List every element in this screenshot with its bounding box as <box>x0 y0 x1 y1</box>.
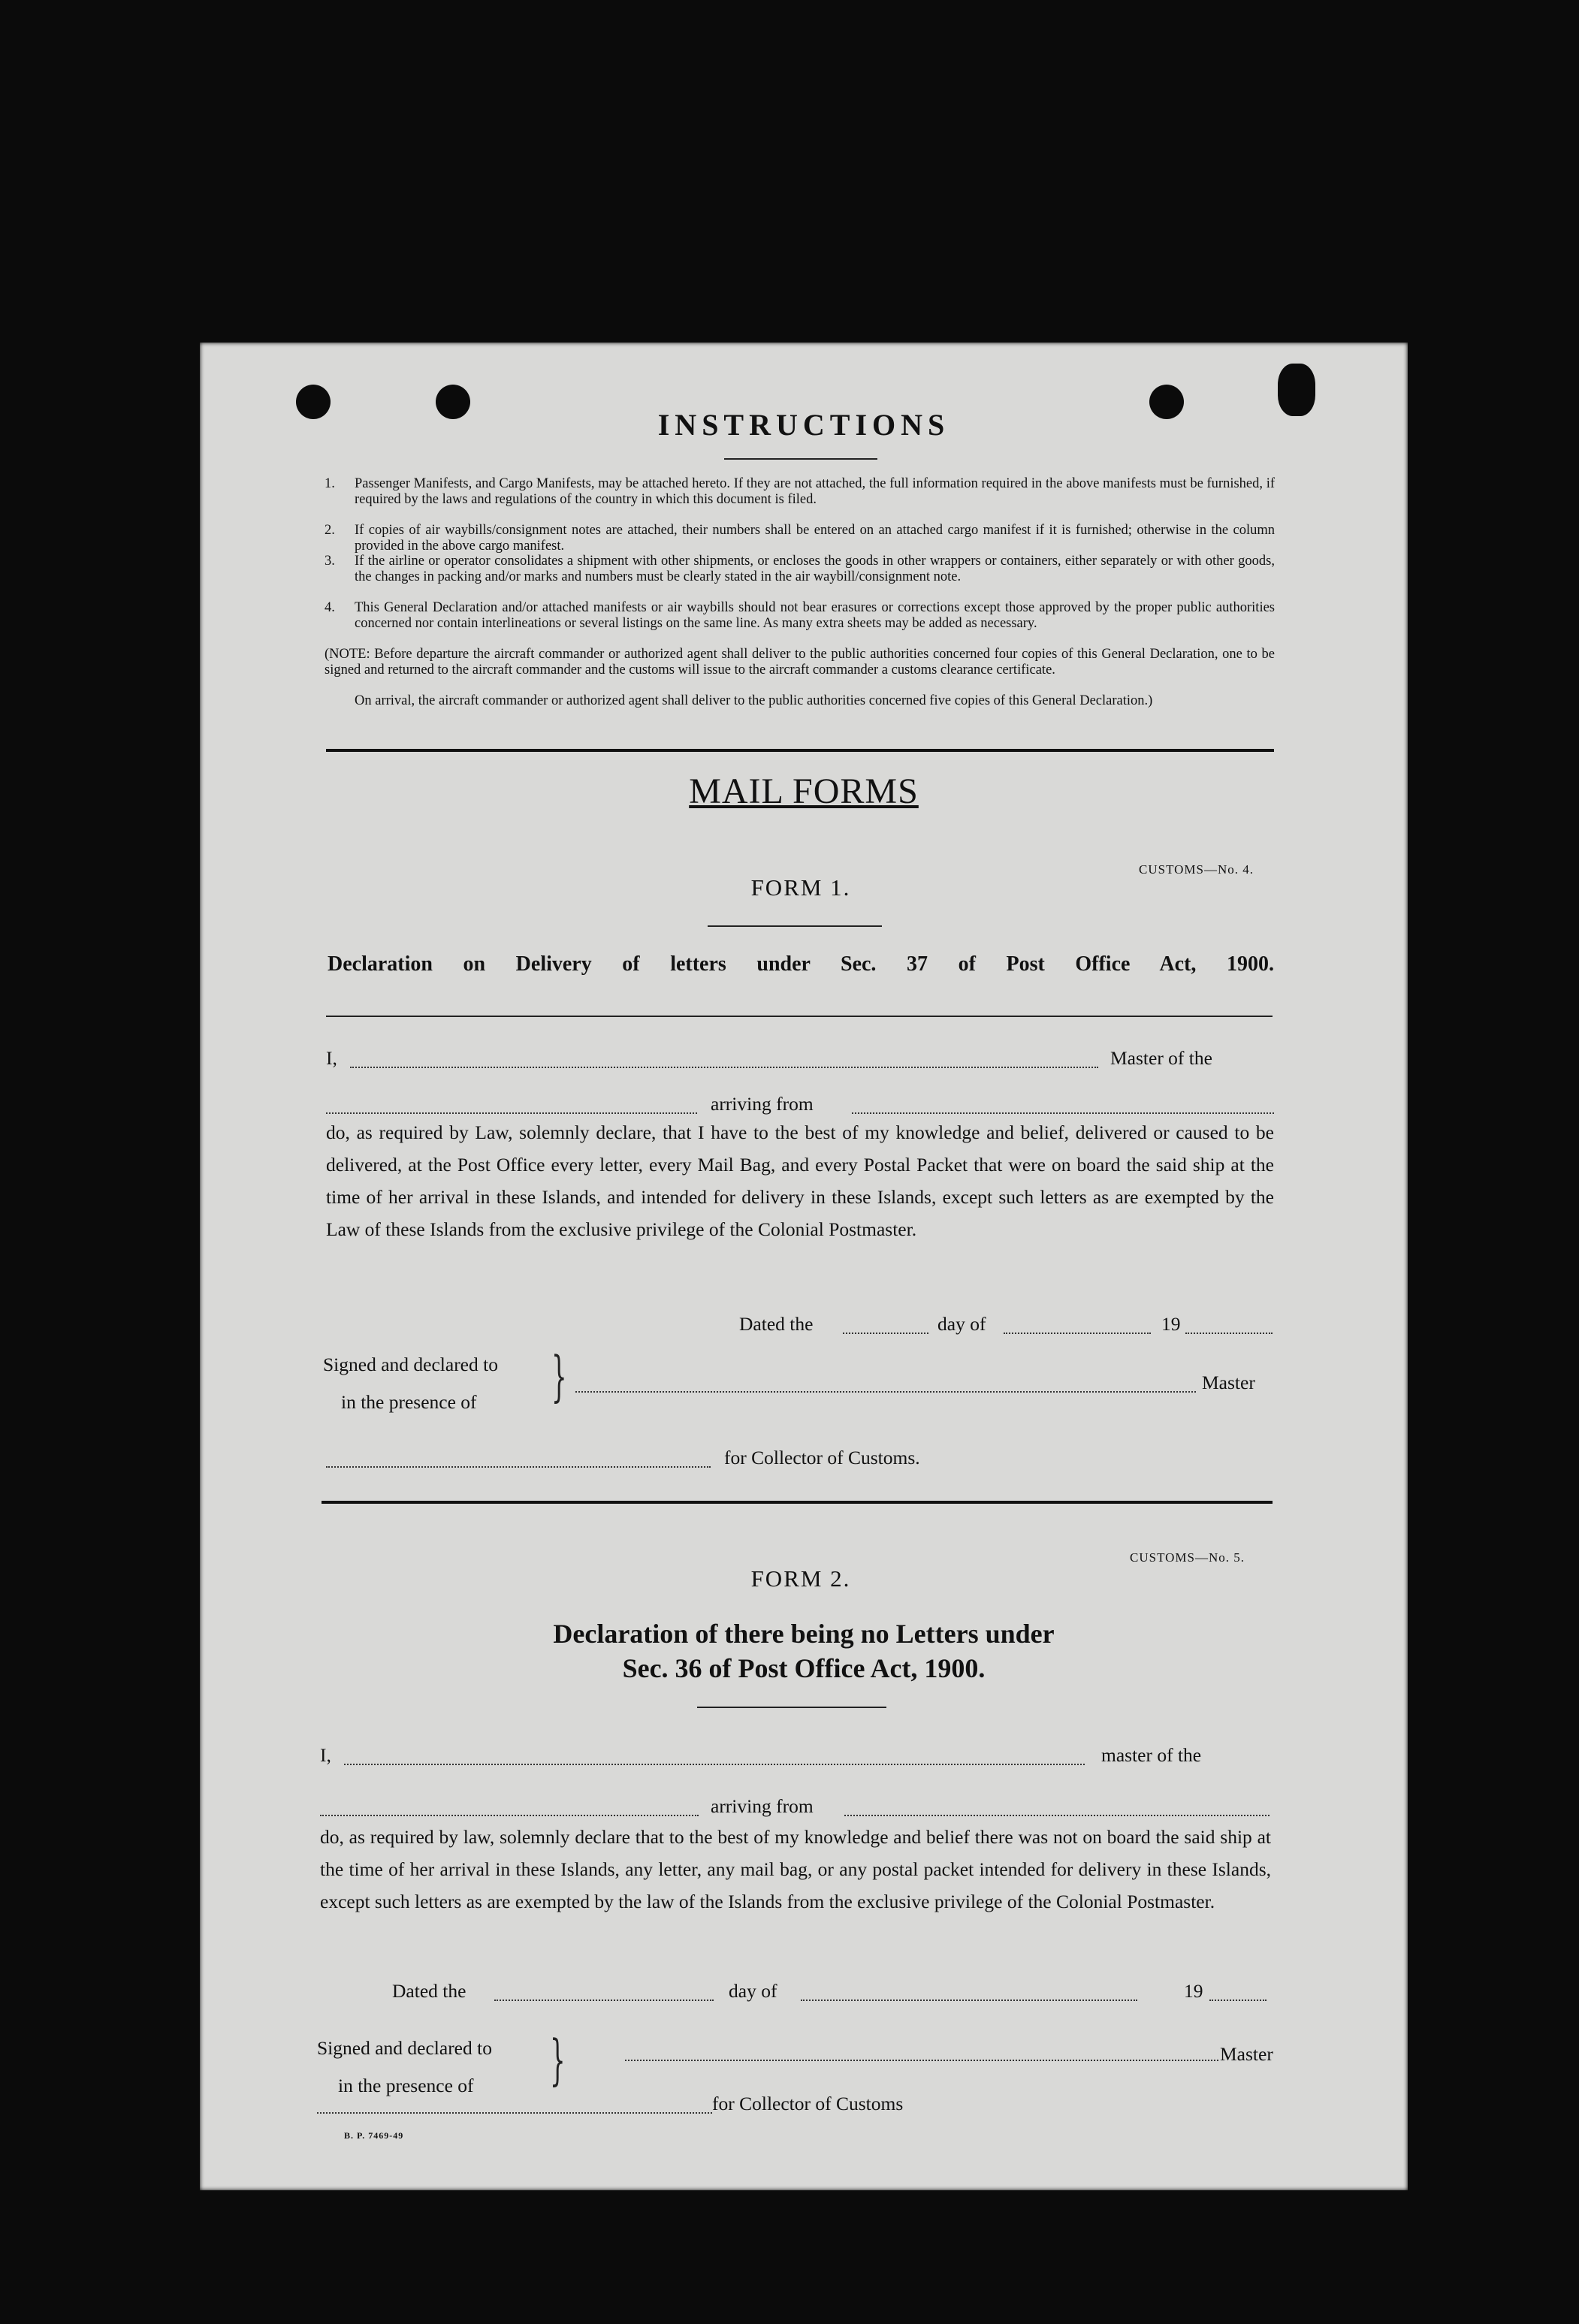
form1-master-label: Master <box>1202 1372 1255 1393</box>
form2-witness-field[interactable] <box>625 2060 1218 2061</box>
form2-in-presence-of: in the presence of <box>338 2075 474 2096</box>
form1-origin-field[interactable] <box>852 1112 1274 1114</box>
mail-forms-title: MAIL FORMS <box>689 771 919 811</box>
form1-signed-declared: Signed and declared to <box>323 1354 498 1375</box>
instruction-number: 4. <box>325 600 335 615</box>
form2-master-label: Master <box>1220 2043 1273 2065</box>
section-divider <box>326 749 1274 752</box>
form2-date-day-field[interactable] <box>494 2000 714 2001</box>
form1-witness-field[interactable] <box>575 1391 1196 1393</box>
form2-arriving-from: arriving from <box>711 1795 814 1817</box>
printer-code: B. P. 7469-49 <box>344 2130 404 2141</box>
form1-declaration-rule <box>326 1016 1273 1017</box>
form1-collector-label: for Collector of Customs. <box>724 1447 920 1468</box>
form2-collector-field[interactable] <box>317 2112 712 2114</box>
form2-master-of-the: master of the <box>1101 1744 1202 1766</box>
instructions-note: (NOTE: Before departure the aircraft commander or authorized agent shall deliver to the public authorities concerned four copies of this General Declaration, one to be signed and returned to the aircraft commander and the customs will issue to the aircraft commander a customs clearance certificate. <box>325 647 1275 678</box>
instruction-text: If copies of air waybills/consignment notes are attached, their numbers shall be entered on an attached cargo manifest if it is furnished; otherwise in the column provided in the above cargo manifest. <box>355 523 1275 554</box>
form1-in-presence-of: in the presence of <box>341 1391 477 1413</box>
form2-declaration-line2: Sec. 36 of Post Office Act, 1900. <box>622 1653 986 1683</box>
form1-name-field[interactable] <box>350 1067 1098 1068</box>
form1-title-underline <box>708 925 882 927</box>
form-divider <box>322 1501 1273 1504</box>
form1-master-of-the: Master of the <box>1110 1047 1212 1069</box>
form2-day-of: day of <box>729 1980 777 2002</box>
instruction-text: This General Declaration and/or attached manifests or air waybills should not bear erasures or corrections except those approved by the proper public authorities concerned nor contain interlineations or several listings on the same line. As many extra sheets may be added as necessary. <box>355 600 1275 631</box>
form1-date-month-field[interactable] <box>1004 1333 1151 1334</box>
instructions-title-underline <box>724 458 877 460</box>
form2-ship-name-field[interactable] <box>320 1815 699 1816</box>
form1-i-label: I, <box>326 1047 337 1069</box>
form2-date-month-field[interactable] <box>801 2000 1137 2001</box>
form1-customs-number: CUSTOMS—No. 4. <box>1139 862 1254 877</box>
form1-collector-field[interactable] <box>326 1466 711 1468</box>
form1-day-of: day of <box>937 1313 986 1335</box>
instruction-number: 2. <box>325 523 335 538</box>
form2-title: FORM 2. <box>750 1565 851 1592</box>
form1-brace: } <box>551 1345 567 1408</box>
instructions-title: INSTRUCTIONS <box>657 408 950 442</box>
form2-declaration-body: do, as required by law, solemnly declare that to the best of my knowledge and belief there was not on board the said ship at the time of her arrival in these Islands, any letter, any mail bag, or any postal packet intended for delivery in these Islands, except such letters as are exempted by the law of the Islands from the exclusive privilege of the Colonial Postmaster. <box>320 1826 1271 1912</box>
form2-name-field[interactable] <box>344 1764 1085 1765</box>
form1-year-field[interactable] <box>1185 1333 1273 1334</box>
form2-i-label: I, <box>320 1744 331 1766</box>
form1-declaration-title: Declaration on Delivery of letters under Sec. 37 of Post Office Act, 1900. <box>328 952 1274 976</box>
instruction-number: 1. <box>325 476 335 491</box>
form1-title: FORM 1. <box>750 874 851 901</box>
form1-dated-the: Dated the <box>739 1313 814 1335</box>
form2-year-field[interactable] <box>1209 2000 1267 2001</box>
form2-customs-number: CUSTOMS—No. 5. <box>1130 1550 1245 1565</box>
form1-declaration-body: do, as required by Law, solemnly declare, that I have to the best of my knowledge and belief, delivered or caused to be delivered, at the Post Office every letter, every Mail Bag, and every Postal Packet that were on board the said ship at the time of her arrival in these Islands, and intended for delivery in these Islands, except such letters as are exempted by the Law of these Islands from the exclusive privilege of the Colonial Postmaster. <box>326 1121 1274 1240</box>
form2-title-underline <box>697 1707 886 1708</box>
instruction-text: Passenger Manifests, and Cargo Manifests, may be attached hereto. If they are not attached, the full information required in the above manifests must be furnished, if required by the laws and regulations of the country in which this document is filed. <box>355 476 1275 507</box>
form1-arriving-from: arriving from <box>711 1093 814 1115</box>
form2-year-prefix: 19 <box>1184 1980 1203 2002</box>
instructions-note-arrival: On arrival, the aircraft commander or authorized agent shall deliver to the public authorities concerned five copies of this General Declaration.) <box>355 693 1153 708</box>
document-sheet <box>200 343 1408 2190</box>
form2-brace: } <box>550 2028 566 2091</box>
form2-origin-field[interactable] <box>844 1815 1270 1816</box>
form2-dated-the: Dated the <box>392 1980 466 2002</box>
instruction-number: 3. <box>325 554 335 569</box>
instruction-text: If the airline or operator consolidates a shipment with other shipments, or encloses the goods in other wrappers or containers, either separately or with other goods, the changes in packing and/or marks and numbers must be clearly stated in the air waybill/consignment note. <box>355 554 1275 584</box>
form2-declaration-line1: Declaration of there being no Letters under <box>553 1619 1055 1649</box>
form2-signed-declared: Signed and declared to <box>317 2037 492 2059</box>
form1-ship-name-field[interactable] <box>326 1112 697 1114</box>
form1-date-day-field[interactable] <box>843 1333 928 1334</box>
form2-declaration-title <box>200 1616 1408 1686</box>
form2-collector-label: for Collector of Customs <box>712 2093 904 2114</box>
form1-year-prefix: 19 <box>1161 1313 1181 1335</box>
